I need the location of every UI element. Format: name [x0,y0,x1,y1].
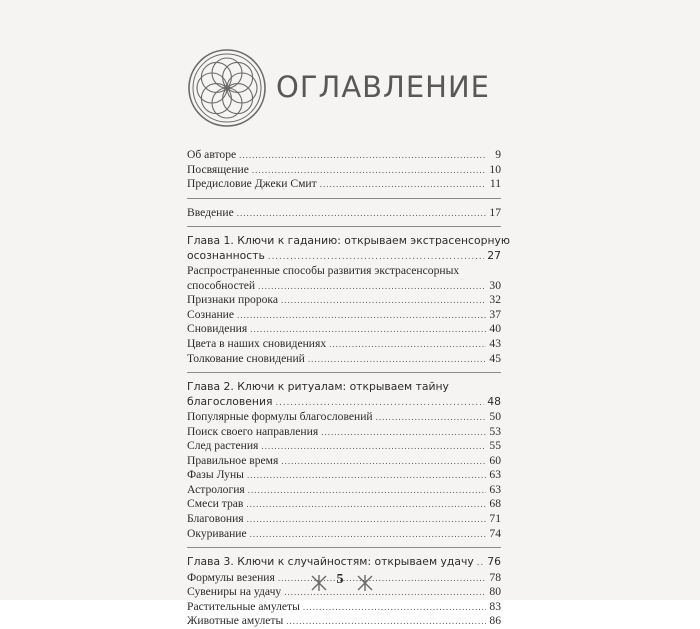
toc-entry-title: Предисловие Джеки Смит [187,177,317,191]
toc-chapter-entry[interactable] [187,555,501,571]
dot-leader [281,454,486,469]
dot-leader [252,163,486,178]
toc-page-number: 37 [489,307,501,321]
dot-leader [303,600,486,615]
rune-ornament-icon [356,574,374,592]
toc-entry[interactable] [187,439,501,454]
toc-entry-title: Распространенные способы развития экстрасенсорных [187,264,460,278]
toc-entry[interactable] [187,177,501,192]
toc-entry[interactable] [187,497,501,512]
toc-page-number: 80 [489,585,501,599]
toc-page-number: 60 [489,453,501,467]
dot-leader [237,206,486,221]
toc-entry[interactable] [187,483,501,498]
dot-leader [247,468,486,483]
toc-page-number: 76 [487,555,501,569]
toc-entry-title: Толкование сновидений [187,351,305,365]
toc-page-number: 48 [487,394,501,408]
dreamcatcher-flower-icon [185,46,269,130]
page-number: 5 [336,572,344,587]
toc-entry[interactable] [187,527,501,542]
toc-page-number: 17 [489,205,501,219]
toc-entry-title: Окуривание [187,526,247,540]
toc-entry-title: Признаки пророка [187,293,279,307]
dot-leader [321,425,486,440]
toc-page-number: 86 [489,614,501,628]
toc-page-number: 63 [489,482,501,496]
toc-entry-title: Смеси трав [187,497,244,511]
toc-entry[interactable] [187,468,501,483]
toc-entry[interactable] [187,352,501,367]
toc-entry-title: Глава 3. Ключи к случайностям: открываем удачу [187,555,474,569]
toc-entry-title: Правильное время [187,453,279,467]
toc-page-number: 9 [495,148,501,161]
dot-leader [261,439,486,454]
toc-entry[interactable] [187,163,501,178]
toc-entry[interactable] [187,454,501,469]
toc-entry-title: Сознание [187,307,235,321]
toc-entry-title: Глава 2. Ключи к ритуалам: открываем тайну [187,380,449,394]
toc-entry[interactable] [187,410,501,425]
dot-leader [376,410,486,425]
section-divider [187,226,501,227]
toc-entry[interactable] [187,425,501,440]
dot-leader [268,250,484,265]
dot-leader [248,483,486,498]
toc-page-number: 50 [489,410,501,424]
toc-page-number: 27 [487,248,501,262]
toc-entry[interactable] [187,206,501,221]
toc-page-number: 68 [489,497,501,511]
toc-entry-title: Животные амулеты [187,614,284,628]
toc-page-number: 83 [489,599,501,613]
toc-entry-title: Сувениры на удачу [187,585,282,599]
dot-leader [250,322,486,337]
section-divider [187,198,501,199]
toc-entry-title: способностей [187,278,256,292]
toc-entry[interactable] [187,293,501,308]
toc-chapter-entry[interactable] [187,234,510,264]
toc-entry-title: Формулы везения [187,570,275,584]
toc-entry[interactable] [187,322,501,337]
toc-entry-title: Благовония [187,512,244,526]
page-title: ОГЛАВЛЕНИЕ [276,70,491,104]
section-divider [187,372,501,373]
toc-entry-title: Популярные формулы благословений [187,410,373,424]
toc-page-number: 71 [489,512,501,526]
toc-entry-title: Посвящение [187,162,249,176]
dot-leader [275,396,484,411]
toc-entry[interactable] [187,148,501,163]
toc-page-number: 45 [489,351,501,365]
toc-page-number: 74 [489,526,501,540]
toc-page-number: 53 [489,424,501,438]
dot-leader [258,279,486,294]
dot-leader [329,337,486,352]
section-divider [187,547,501,548]
dot-leader [477,556,484,571]
toc-entry-title: Сновидения [187,322,248,336]
toc-entry-title: Цвета в наших сновидениях [187,337,327,351]
toc-entry-title: благословения [187,394,273,408]
toc-entry[interactable] [187,308,501,323]
toc-entry-title: Фазы Луны [187,468,244,482]
toc-entry-title: Астрология [187,482,245,496]
toc-entry-title: Введение [187,205,234,219]
toc-entry[interactable] [187,264,501,293]
toc-page-number: 30 [489,278,501,292]
toc-entry-title: Поиск своего направления [187,424,319,438]
toc-page-number: 10 [489,162,501,176]
dot-leader [246,497,486,512]
toc-page-number: 43 [489,337,501,351]
toc-entry-title: Глава 1. Ключи к гаданию: открываем экстрасенсорную [187,234,510,248]
toc-page-number: 63 [489,468,501,482]
dot-leader [250,527,486,542]
dot-leader [320,177,486,192]
toc-entry[interactable] [187,512,501,527]
toc-chapter-entry[interactable] [187,380,501,410]
dot-leader [281,293,486,308]
dot-leader [237,308,486,323]
toc-entry[interactable] [187,337,501,352]
rune-ornament-icon [310,574,328,592]
toc-entry-title: Растительные амулеты [187,599,300,613]
table-of-contents [187,148,510,629]
toc-page-number: 78 [489,570,501,584]
dot-leader [308,352,486,367]
dot-leader [286,614,486,629]
toc-entry-title: осознанность [187,248,265,262]
toc-entry[interactable] [187,600,501,615]
toc-page-number: 55 [489,439,501,453]
toc-page-number: 11 [489,177,501,191]
dot-leader [247,512,486,527]
dot-leader [239,148,486,163]
toc-page-number: 40 [489,322,501,336]
toc-entry[interactable] [187,614,501,629]
toc-entry-title: След растения [187,439,259,453]
toc-page-number: 32 [489,293,501,307]
toc-entry-title: Об авторе [187,148,237,161]
